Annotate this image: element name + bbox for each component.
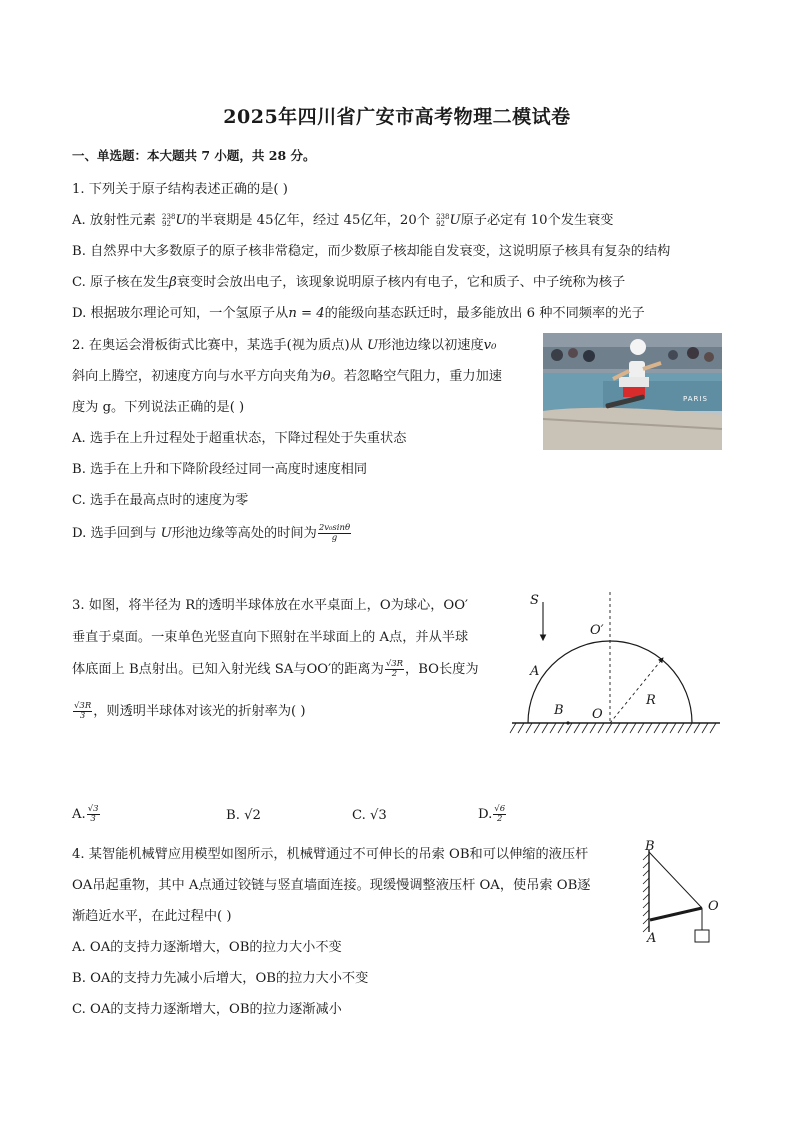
label-r: R: [646, 693, 656, 708]
q4-stem-line1: 4. 某智能机械臂应用模型如图所示，机械臂通过不可伸长的吊索 OB和可以伸缩的液压杆: [72, 847, 589, 862]
q1-stem: 1. 下列关于原子结构表述正确的是( ): [72, 182, 288, 197]
q2-option-b: B. 选手在上升和下降阶段经过同一高度时速度相同: [72, 462, 368, 477]
label-b: B: [645, 839, 655, 854]
q3-stem-line3: 体底面上 B点射出。已知入射光线 SA与OO′的距离为 $\frac{√3R}{2}$ ，BO长度为: [72, 659, 479, 679]
hemisphere-diagram: [508, 588, 723, 738]
q2-stem-line2: 斜向上腾空，初速度方向与水平方向夹角为θ。若忽略空气阻力，重力加速: [72, 369, 502, 384]
q3-option-d: D. $\frac{√6}{2}$: [478, 804, 506, 824]
q3-option-a: A. $\frac{√3}{3}$: [72, 804, 99, 824]
q2-option-a: A. 选手在上升过程处于超重状态，下降过程处于失重状态: [72, 431, 407, 446]
page-title: 2025年四川省广安市高考物理二模试卷: [223, 106, 571, 128]
q4-option-a: A. OA的支持力逐渐增大，OB的拉力大小不变: [72, 940, 342, 955]
label-o: O: [708, 899, 719, 914]
section-heading: 一、单选题：本大题共 7 小题，共 28 分。: [72, 148, 316, 163]
label-s: S: [530, 593, 539, 608]
q1-option-c: C. 原子核在发生β衰变时会放出电子，该现象说明原子核内有电子，它和质子、中子统称为核子: [72, 275, 626, 290]
q1-option-d: D. 根据玻尔理论可知，一个氢原子从n = 4的能级向基态跃迁时，最多能放出 6 种不同频率的光子: [72, 306, 645, 321]
label-o: O: [592, 707, 603, 722]
q4-option-c: C. OA的支持力逐渐增大，OB的拉力逐渐减小: [72, 1002, 342, 1017]
label-o-prime: O′: [590, 623, 604, 638]
q2-option-c: C. 选手在最高点时的速度为零: [72, 493, 249, 508]
q1-option-b: B. 自然界中大多数原子的原子核非常稳定，而少数原子核却能自发衰变，这说明原子核具有复杂的结构: [72, 244, 671, 259]
q1-option-a: A. 放射性元素 238 92 U的半衰期是 45亿年，经过 45亿年，20个 238 92 U原子必定有 10个发生衰变: [72, 212, 614, 228]
q4-option-b: B. OA的支持力先减小后增大，OB的拉力大小不变: [72, 971, 369, 986]
q3-stem-line4: $\frac{√3R}{3}$ ，则透明半球体对该光的折射率为( ): [74, 701, 306, 721]
skateboard-photo: [543, 333, 722, 450]
label-a: A: [647, 931, 657, 946]
q2-option-d: D. 选手回到与 U形池边缘等高处的时间为 $\frac{\text{2v₀sinθ}}{g}$: [72, 523, 351, 543]
robot-arm-diagram: [635, 838, 725, 948]
q2-stem-line3: 度为 g。下列说法正确的是( ): [72, 400, 245, 415]
q4-stem-line2: OA吊起重物，其中 A点通过铰链与竖直墙面连接。现缓慢调整液压杆 OA，使吊索 OB逐: [72, 878, 591, 893]
q3-option-c: C. √3: [352, 808, 387, 823]
label-a: A: [530, 664, 540, 679]
q2-stem-line1: 2. 在奥运会滑板街式比赛中，某选手(视为质点)从 U形池边缘以初速度v₀: [72, 338, 497, 353]
paris-watermark: PARIS: [683, 395, 708, 403]
q3-option-b: B. √2: [226, 808, 261, 823]
q3-stem-line1: 3. 如图，将半径为 R的透明半球体放在水平桌面上，O为球心，OO′: [72, 598, 469, 613]
q4-stem-line3: 渐趋近水平，在此过程中( ): [72, 909, 232, 924]
q3-stem-line2: 垂直于桌面。一束单色光竖直向下照射在半球面上的 A点，并从半球: [72, 630, 469, 645]
label-b: B: [554, 703, 564, 718]
